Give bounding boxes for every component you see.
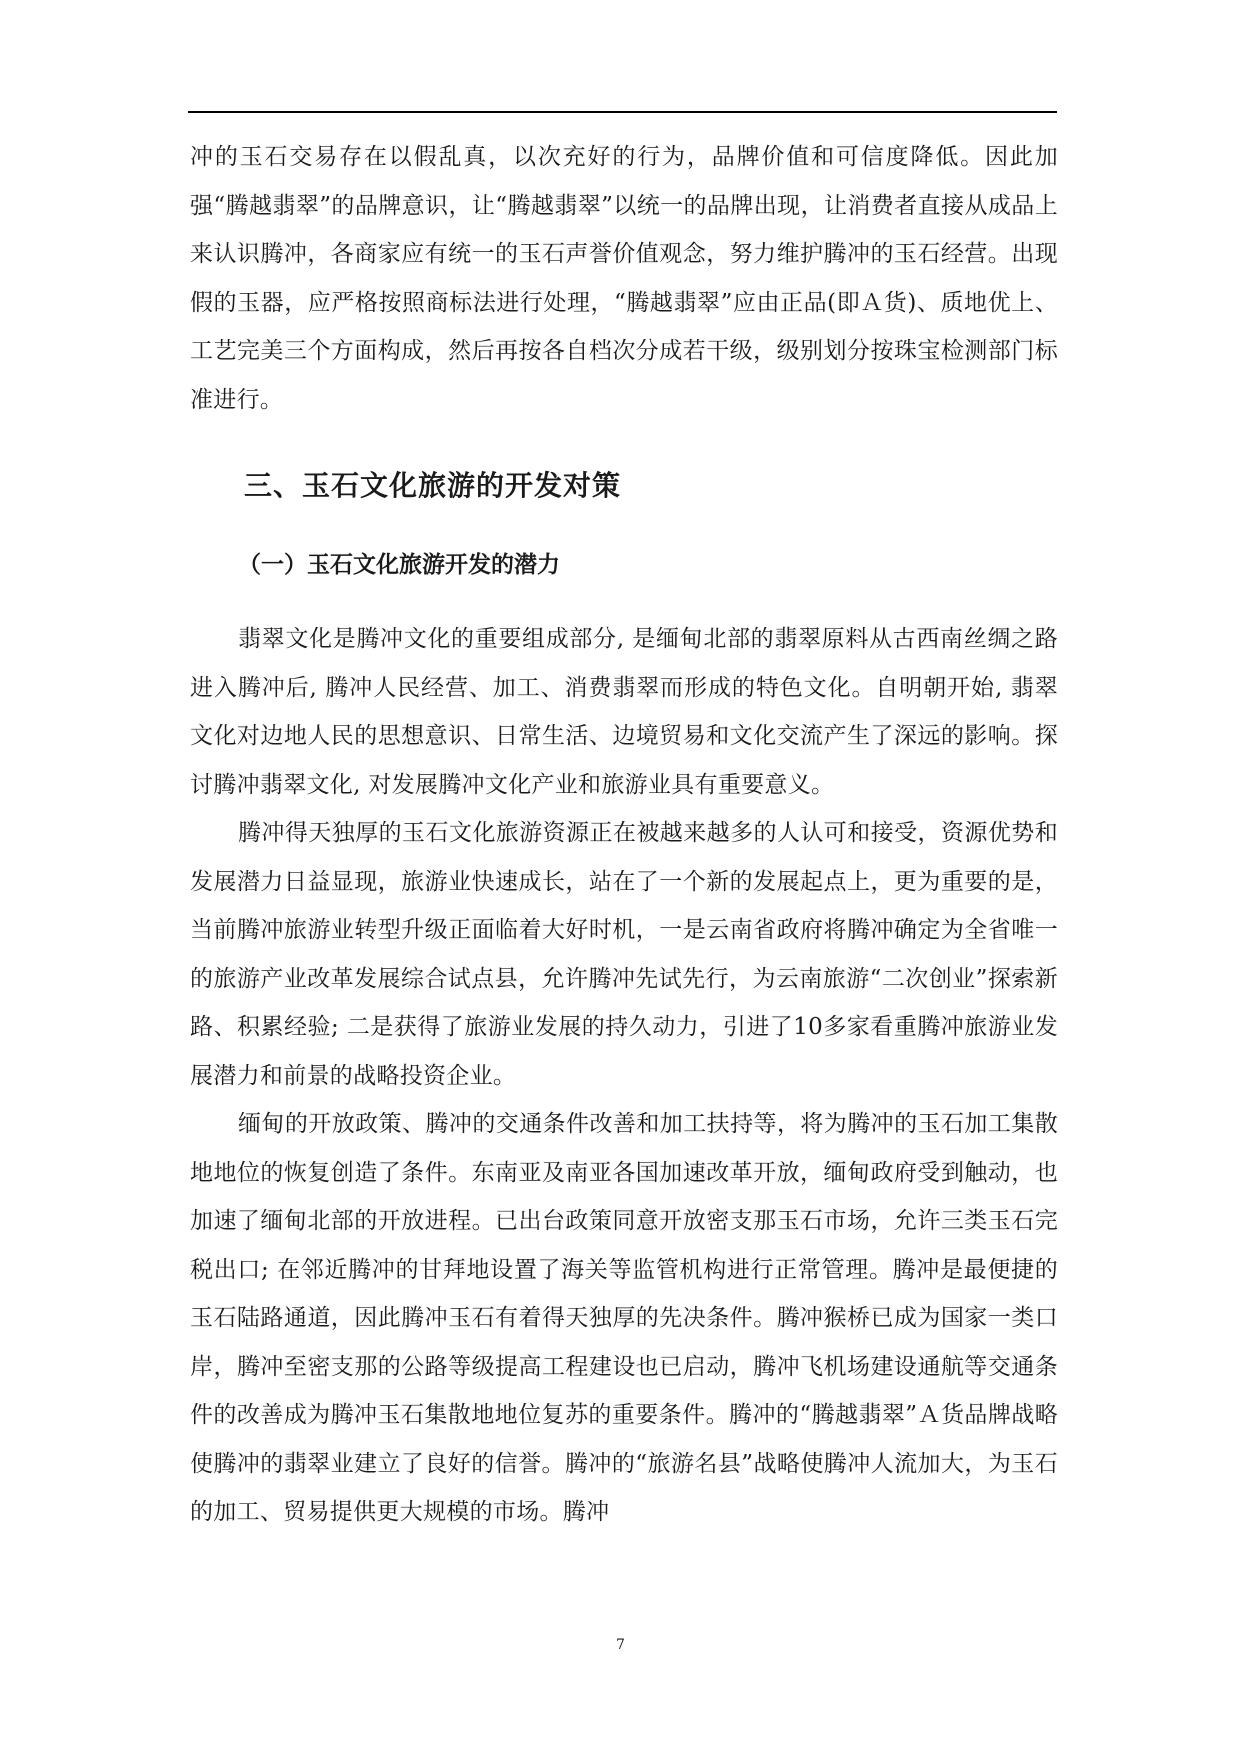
page-body [190,133,1058,1537]
body-paragraph-continued: 冲的玉石交易存在以假乱真，以次充好的行为，品牌价值和可信度降低。因此加强“腾越翡翠”的品牌意识，让“腾越翡翠”以统一的品牌出现，让消费者直接从成品上来认识腾冲，各商家应有统一的玉石声誉价值观念，努力维护腾冲的玉石经营。出现假的玉器，应严格按照商标法进行处理，“腾越翡翠”应由正品(即Ａ货)、质地优上、工艺完美三个方面构成，然后再按各自档次分成若干级，级别划分按珠宝检测部门标准进行。 [190,144,1058,413]
header-rule [188,111,1057,113]
body-paragraph: 腾冲得天独厚的玉石文化旅游资源正在被越来越多的人认可和接受，资源优势和发展潜力日益显现，旅游业快速成长，站在了一个新的发展起点上，更为重要的是，当前腾冲旅游业转型升级正面临着大好时机，一是云南省政府将腾冲确定为全省唯一的旅游产业改革发展综合试点县，允许腾冲先试先行，为云南旅游“二次创业”探索新路、积累经验; 二是获得了旅游业发展的持久动力，引进了10多家看重腾冲旅游业发展潜力和前景的战略投资企业。 [190,820,1058,1089]
section-heading: 三、玉石文化旅游的开发对策 [244,469,622,502]
sub-heading: （一）玉石文化旅游开发的潜力 [238,551,560,578]
body-paragraph: 缅甸的开放政策、腾冲的交通条件改善和加工扶持等，将为腾冲的玉石加工集散地地位的恢复创造了条件。东南亚及南亚各国加速改革开放，缅甸政府受到触动，也加速了缅甸北部的开放进程。已出台政策同意开放密支那玉石市场，允许三类玉石完税出口; 在邻近腾冲的甘拜地设置了海关等监管机构进行正常管理。腾冲是最便捷的玉石陆路通道，因此腾冲玉石有着得天独厚的先决条件。腾冲猴桥已成为国家一类口岸，腾冲至密支那的公路等级提高工程建设也已启动，腾冲飞机场建设通航等交通条件的改善成为腾冲玉石集散地地位复苏的重要条件。腾冲的“腾越翡翠”Ａ货品牌战略使腾冲的翡翠业建立了良好的信誉。腾冲的“旅游名县”战略使腾冲人流加大，为玉石的加工、贸易提供更大规模的市场。腾冲 [190,1111,1058,1525]
body-paragraph: 翡翠文化是腾冲文化的重要组成部分, 是缅甸北部的翡翠原料从古西南丝绸之路进入腾冲后, 腾冲人民经营、加工、消费翡翠而形成的特色文化。自明朝开始, 翡翠文化对边地人民的思想意识、日常生活、边境贸易和文化交流产生了深远的影响。探讨腾冲翡翠文化, 对发展腾冲文化产业和旅游业具有重要意义。 [190,626,1058,798]
page-number: 7 [616,1637,625,1653]
